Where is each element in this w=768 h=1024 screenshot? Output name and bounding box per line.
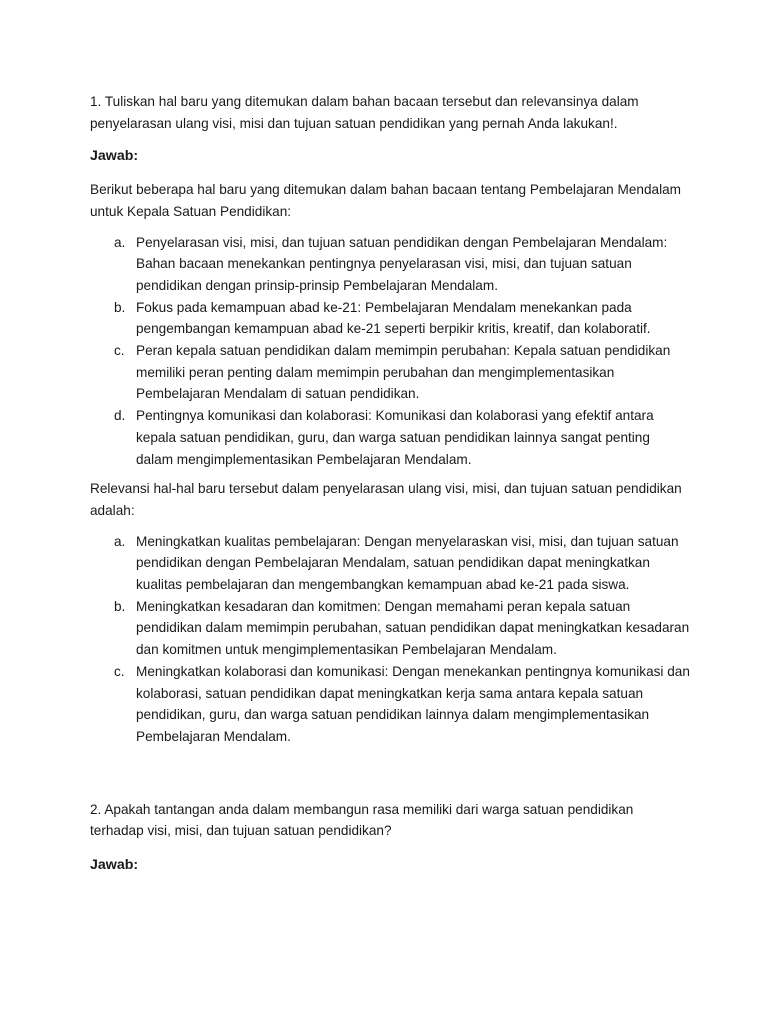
- list-item-text: Meningkatkan kolaborasi dan komunikasi: Dengan menekankan pentingnya komunikasi dan kolaborasi, satuan pendidikan dapat meningkatkan kerja sama antara kepala satuan pendidikan, guru, dan warga satuan pendidikan lainnya dalam mengimplementasikan Pembelajaran Mendalam.: [136, 663, 690, 744]
- list-marker: a.: [114, 234, 126, 250]
- list-item-text: Meningkatkan kesadaran dan komitmen: Dengan memahami peran kepala satuan pendidikan dalam memimpin perubahan, satuan pendidikan dapat meningkatkan kesadaran dan komitmen untuk mengimplementasikan Pembelajaran Mendalam.: [136, 598, 690, 658]
- document-body: [90, 91, 690, 888]
- list-item-text: Pentingnya komunikasi dan kolaborasi: Komunikasi dan kolaborasi yang efektif antara kepala satuan pendidikan, guru, dan warga satuan pendidikan lainnya sangat penting dalam mengimplementasikan Pembelajaran Mendalam.: [136, 408, 654, 467]
- answer-label-1: Jawab:: [90, 148, 139, 165]
- list-marker: a.: [114, 533, 126, 549]
- list-item: [90, 297, 690, 340]
- list-item: [90, 340, 690, 405]
- findings-list: [90, 232, 690, 471]
- list-marker: c.: [114, 663, 125, 679]
- findings-intro: Berikut beberapa hal baru yang ditemukan dalam bahan bacaan tentang Pembelajaran Mendalam untuk Kepala Satuan Pendidikan:: [90, 182, 681, 219]
- relevance-list: [90, 531, 690, 748]
- blank-spacer: [90, 756, 690, 799]
- list-item: [90, 531, 690, 596]
- question-2: 2. Apakah tantangan anda dalam membangun rasa memiliki dari warga satuan pendidikan terhadap visi, misi, dan tujuan satuan pendidikan?: [90, 801, 634, 839]
- list-marker: b.: [114, 299, 126, 315]
- list-item-text: Meningkatkan kualitas pembelajaran: Dengan menyelaraskan visi, misi, dan tujuan satuan pendidikan dengan Pembelajaran Mendalam, satuan pendidikan dapat meningkatkan kualitas pembelajaran dan mengembangkan kemampuan abad ke-21 pada siswa.: [136, 533, 679, 593]
- list-item-text: Penyelarasan visi, misi, dan tujuan satuan pendidikan dengan Pembelajaran Mendalam: Bahan bacaan menekankan pentingnya penyelarasan visi, misi, dan tujuan satuan pendidikan dengan prinsip-prinsip Pembelajaran Mendalam.: [136, 234, 668, 293]
- list-marker: c.: [114, 343, 125, 359]
- list-item: [90, 596, 690, 661]
- question-1: 1. Tuliskan hal baru yang ditemukan dalam bahan bacaan tersebut dan relevansinya dalam penyelarasan ulang visi, misi dan tujuan satuan pendidikan yang pernah Anda lakukan!.: [90, 94, 639, 131]
- list-item: [90, 405, 690, 470]
- list-item: [90, 661, 690, 748]
- list-marker: d.: [114, 408, 126, 424]
- list-marker: b.: [114, 598, 126, 614]
- relevance-intro: Relevansi hal-hal baru tersebut dalam penyelarasan ulang visi, misi, dan tujuan satuan pendidikan adalah:: [90, 481, 682, 518]
- list-item-text: Fokus pada kemampuan abad ke-21: Pembelajaran Mendalam menekankan pada pengembangan kemampuan abad ke-21 seperti berpikir kritis, kreatif, dan kolaboratif.: [136, 299, 651, 337]
- answer-label-2: Jawab:: [90, 857, 139, 874]
- list-item-text: Peran kepala satuan pendidikan dalam memimpin perubahan: Kepala satuan pendidikan memiliki peran penting dalam memimpin perubahan dan mengimplementasikan Pembelajaran Mendalam di satuan pendidikan.: [136, 343, 671, 402]
- list-item: [90, 232, 690, 297]
